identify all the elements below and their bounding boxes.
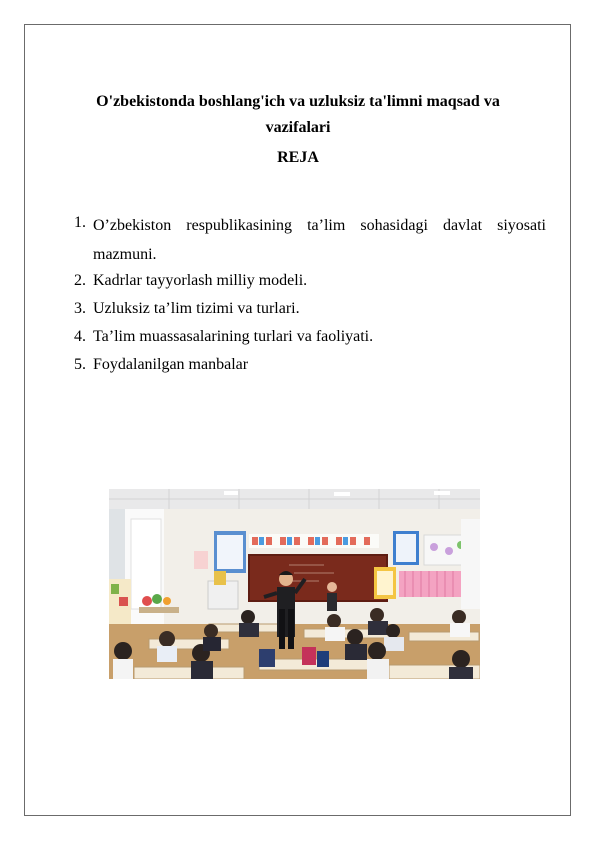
list-item-text: O’zbekiston respublikasining ta’lim sohasidagi davlat siyosati mazmuni.: [93, 217, 546, 263]
list-item: [74, 211, 546, 269]
plan-heading: REJA: [277, 149, 319, 166]
classroom-photo: [109, 489, 480, 679]
list-item-text: Uzluksiz ta’lim tizimi va turlari.: [93, 300, 300, 317]
list-item: [74, 297, 546, 321]
document-title-line1: O'zbekistonda boshlang'ich va uzluksiz ta'limni maqsad va: [96, 93, 500, 110]
list-item-text: Foydalanilgan manbalar: [93, 356, 249, 373]
list-item: [74, 325, 546, 349]
classroom-illustration: [109, 489, 480, 679]
list-item: [74, 269, 546, 293]
list-item: [74, 353, 546, 377]
list-item-text: Kadrlar tayyorlash milliy modeli.: [93, 272, 308, 289]
list-item-number: 5.: [74, 356, 86, 373]
page-border: [24, 24, 571, 816]
list-item-number: 1.: [74, 214, 86, 231]
list-item-number: 2.: [74, 272, 86, 289]
document-title-line2: vazifalari: [265, 119, 331, 136]
list-item-number: 3.: [74, 300, 86, 317]
plan-list: [74, 211, 546, 381]
list-item-number: 4.: [74, 328, 86, 345]
list-item-text: Ta’lim muassasalarining turlari va faoliyati.: [93, 328, 374, 345]
